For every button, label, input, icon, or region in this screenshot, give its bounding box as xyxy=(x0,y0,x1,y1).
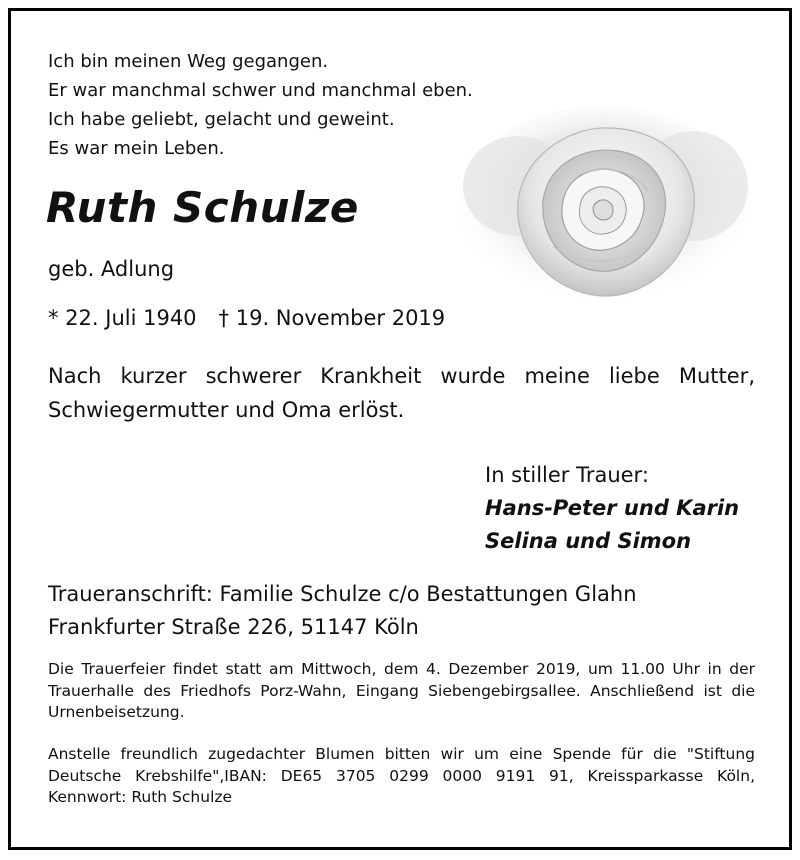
mourner-family: Selina und Simon xyxy=(485,529,692,553)
poem-line: Ich bin meinen Weg gegangen. xyxy=(48,51,329,72)
death-date: † 19. November 2019 xyxy=(218,306,446,330)
address-line: Frankfurter Straße 226, 51147 Köln xyxy=(48,615,419,639)
deceased-name: Ruth Schulze xyxy=(46,183,359,232)
life-dates xyxy=(48,306,445,330)
poem xyxy=(48,47,473,163)
mourning-intro: In stiller Trauer: xyxy=(485,463,649,487)
rose-image xyxy=(458,106,748,306)
maiden-name: geb. Adlung xyxy=(48,257,175,281)
poem-line: Es war mein Leben. xyxy=(48,138,225,159)
address-line: Traueranschrift: Familie Schulze c/o Bestattungen Glahn xyxy=(48,582,637,606)
donation-info: Anstelle freundlich zugedachter Blumen bitten wir um eine Spende für die "Stiftung Deutsche Krebshilfe",IBAN: DE65 3705 0299 0000 9191 91, Kreissparkasse Köln, Kennwort: Ruth Schulze xyxy=(48,745,755,806)
announcement-text: Nach kurzer schwerer Krankheit wurde meine liebe Mutter, Schwiegermutter und Oma erlöst. xyxy=(48,364,755,422)
poem-line: Er war manchmal schwer und manchmal eben. xyxy=(48,80,473,101)
birth-date: * 22. Juli 1940 xyxy=(48,306,197,330)
funeral-service-info: Die Trauerfeier findet statt am Mittwoch, dem 4. Dezember 2019, um 11.00 Uhr in der Trauerhalle des Friedhofs Porz-Wahn, Eingang Siebengebirgsallee. Anschließend ist die Urnenbeisetzung. xyxy=(48,660,755,721)
mourners-block xyxy=(485,459,739,558)
mourner-family: Hans-Peter und Karin xyxy=(485,496,740,520)
poem-line: Ich habe geliebt, gelacht und geweint. xyxy=(48,109,395,130)
mourning-address xyxy=(48,578,637,644)
obituary-notice xyxy=(8,8,792,850)
